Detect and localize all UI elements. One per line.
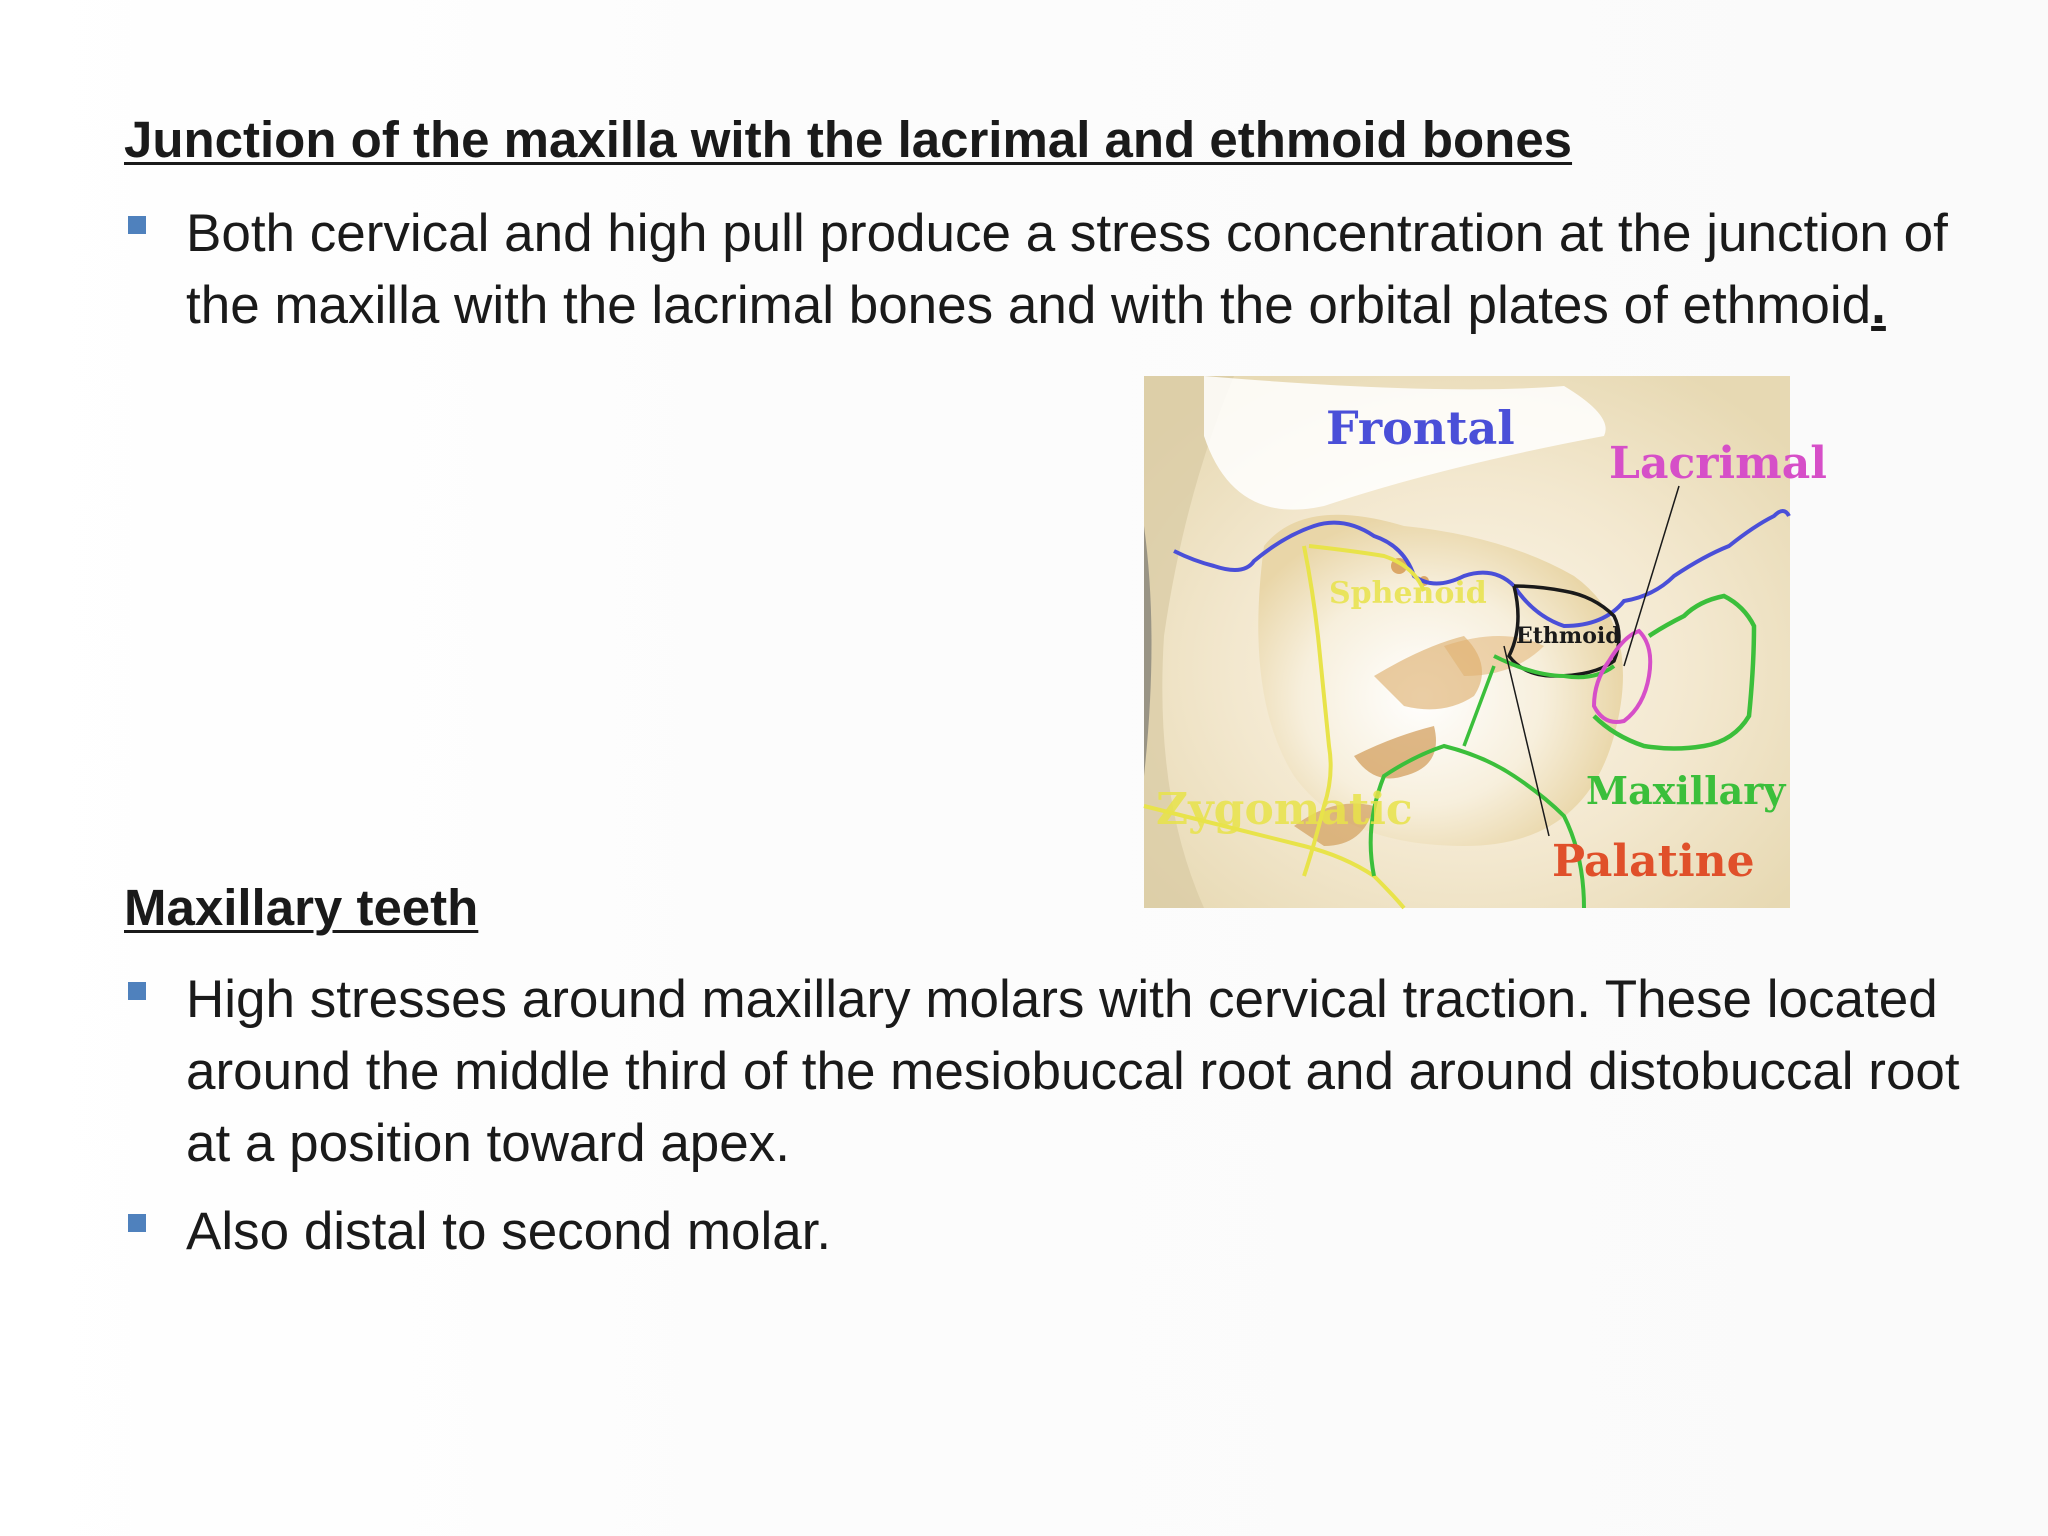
sphenoid-label: Sphenoid [1329,576,1487,611]
section-heading-maxillary-teeth: Maxillary teeth [124,879,479,936]
frontal-label: Frontal [1326,401,1515,455]
bullet-item [124,198,1966,342]
zygomatic-label: Zygomatic [1156,784,1413,835]
orbit-bones-illustration [1144,376,1827,908]
square-bullet-icon [128,982,146,1000]
bullet-list-maxillary-teeth [124,964,1960,1284]
maxillary-label: Maxillary [1586,768,1786,813]
lacrimal-label: Lacrimal [1609,438,1827,489]
bullet-list-junction [124,198,1948,358]
bullet-text: Also distal to second molar. [186,1202,832,1261]
ethmoid-label: Ethmoid [1516,623,1621,649]
bullet-text: High stresses around maxillary molars with cervical traction. These located around the middle third of the mesiobuccal root and around distobuccal root at a position toward apex. [186,970,1960,1173]
palatine-label: Palatine [1552,836,1755,887]
section-heading-junction: Junction of the maxilla with the lacrimal and ethmoid bones [124,111,1573,168]
square-bullet-icon [128,1214,146,1232]
orbit-bones-figure [1144,376,1827,908]
bullet-item [124,1196,1966,1268]
bullet-text: Both cervical and high pull produce a stress concentration at the junction of the maxilla with the lacrimal bones and with the orbital plates of ethmoid [186,204,1948,335]
bullet-item [124,964,1966,1180]
bullet-text-end: . [1871,276,1886,335]
square-bullet-icon [128,216,146,234]
